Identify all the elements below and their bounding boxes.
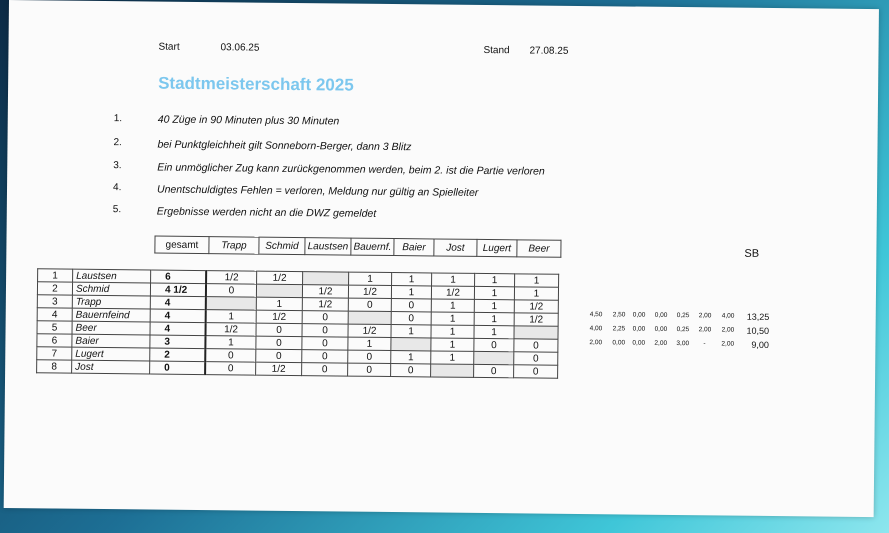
- rule-text: Unentschuldigtes Fehlen = verloren, Meldung nur gültig an Spielleiter: [156, 183, 479, 199]
- column-header: Schmid: [259, 237, 305, 254]
- result-cell: 1: [474, 286, 514, 299]
- sb-value: 4,50: [589, 311, 603, 319]
- total-cell: 4: [150, 309, 206, 323]
- result-cell: 1: [392, 273, 432, 286]
- result-cell: 0: [391, 299, 431, 312]
- result-cell: 1/2: [302, 298, 348, 311]
- stand-label: Stand: [483, 44, 510, 57]
- total-cell: 4 1/2: [150, 283, 206, 297]
- rule-number: 5.: [112, 204, 122, 216]
- result-cell: 1: [474, 325, 514, 338]
- result-cell: [514, 326, 558, 339]
- sb-value: 0,25: [676, 326, 690, 334]
- result-cell: 0: [514, 339, 558, 352]
- result-cell: 1/2: [514, 300, 558, 313]
- result-cell: 1/2: [348, 324, 391, 337]
- column-header: gesamt: [155, 236, 209, 254]
- result-cell: 1: [475, 273, 515, 286]
- result-cell: 1: [515, 274, 559, 287]
- player-name: Schmid: [72, 282, 150, 296]
- sb-value: 0,00: [632, 325, 646, 333]
- result-cell: 1: [514, 287, 558, 300]
- result-cell: 1: [256, 297, 302, 310]
- total-cell: 4: [150, 296, 206, 310]
- column-header: Laustsen: [305, 238, 351, 255]
- sb-value: 2,00: [721, 340, 735, 348]
- sb-value: 2,00: [721, 326, 735, 334]
- column-header: Lugert: [477, 239, 517, 256]
- sb-value: 2,50: [612, 311, 626, 319]
- result-cell: 1/2: [302, 285, 348, 298]
- result-cell: 1/2: [256, 362, 302, 375]
- sb-label: SB: [744, 247, 760, 260]
- player-name: Lugert: [72, 347, 150, 361]
- result-cell: 1: [474, 312, 514, 325]
- result-cell: 0: [514, 365, 558, 378]
- result-cell: 1/2: [431, 286, 474, 299]
- scanned-document: [4, 0, 879, 517]
- result-cell: 0: [302, 350, 348, 363]
- sb-value: 2,25: [612, 325, 626, 333]
- result-cell: 1: [432, 273, 475, 286]
- result-cell: 1: [391, 325, 431, 338]
- result-cell: 0: [302, 337, 348, 350]
- result-cell: [431, 364, 474, 377]
- start-label: Start: [158, 41, 180, 53]
- result-cell: 1: [431, 299, 474, 312]
- sb-value: 0,00: [612, 339, 626, 347]
- rank-cell: 5: [37, 321, 72, 334]
- sb-value: 0,00: [632, 311, 646, 319]
- column-header: Beer: [517, 240, 561, 257]
- sb-total: 9,00: [751, 339, 770, 350]
- result-cell: 1: [431, 351, 474, 364]
- result-cell: [474, 351, 514, 364]
- crosstable: [36, 268, 559, 378]
- rank-cell: 6: [37, 334, 72, 347]
- column-header: Trapp: [209, 237, 259, 255]
- sb-value: 0,00: [654, 311, 668, 319]
- result-cell: 0: [391, 364, 431, 377]
- rank-cell: 3: [37, 295, 72, 308]
- stand-date: 27.08.25: [529, 45, 569, 57]
- total-cell: 2: [150, 348, 206, 362]
- rank-cell: 4: [37, 308, 72, 321]
- start-date: 03.06.25: [220, 42, 260, 54]
- sb-value: 2,00: [698, 312, 712, 320]
- result-cell: 0: [348, 298, 391, 311]
- sb-value: 4,00: [721, 312, 735, 320]
- rule-number: 4.: [112, 182, 122, 194]
- result-cell: 0: [256, 336, 302, 349]
- result-cell: 0: [302, 363, 348, 376]
- sb-total: 10,50: [746, 325, 770, 336]
- result-cell: 0: [256, 349, 302, 362]
- result-cell: 1/2: [348, 285, 391, 298]
- rule-text: Ergebnisse werden nicht an die DWZ gemeldet: [156, 205, 377, 220]
- rule-text: 40 Züge in 90 Minuten plus 30 Minuten: [157, 113, 340, 128]
- result-cell: 1: [431, 338, 474, 351]
- rule-text: Ein unmöglicher Zug kann zurückgenommen werden, beim 2. ist die Partie verloren: [157, 161, 545, 178]
- sb-value: 0,00: [654, 325, 668, 333]
- result-cell: 0: [302, 311, 348, 324]
- rank-cell: 2: [37, 282, 72, 295]
- rule-number: 1.: [113, 113, 123, 125]
- result-cell: 0: [474, 364, 514, 377]
- total-cell: 4: [150, 322, 206, 336]
- rank-cell: 1: [38, 269, 73, 282]
- result-cell: 0: [205, 362, 256, 376]
- result-cell: 1/2: [514, 313, 558, 326]
- result-cell: 1: [391, 351, 431, 364]
- rule-text: bei Punktgleichheit gilt Sonneborn-Berger, dann 3 Blitz: [157, 138, 412, 154]
- sb-value: 2,00: [698, 326, 712, 334]
- result-cell: 1/2: [256, 310, 302, 323]
- sb-value: -: [703, 340, 706, 348]
- sb-total: 13,25: [746, 311, 770, 322]
- rule-number: 3.: [113, 160, 122, 172]
- result-cell: 1: [348, 337, 391, 350]
- result-cell: 1: [431, 325, 474, 338]
- result-cell: 0: [474, 338, 514, 351]
- player-name: Bauernfeind: [72, 308, 150, 322]
- result-cell: 1: [206, 310, 257, 324]
- player-name: Baier: [72, 334, 150, 348]
- result-cell: [348, 311, 391, 324]
- total-cell: 6: [151, 270, 207, 284]
- sb-value: 2,00: [654, 339, 668, 347]
- result-cell: 0: [514, 352, 558, 365]
- rank-cell: 7: [37, 347, 72, 360]
- result-cell: 1: [391, 286, 431, 299]
- player-name: Trapp: [72, 295, 150, 309]
- result-cell: 0: [348, 350, 391, 363]
- sb-value: 3,00: [676, 340, 690, 348]
- result-cell: 1/2: [206, 271, 257, 285]
- rank-cell: 8: [37, 360, 72, 373]
- result-cell: 0: [256, 323, 302, 336]
- player-name: Laustsen: [73, 269, 151, 283]
- result-cell: 0: [206, 284, 257, 298]
- result-cell: 1/2: [205, 323, 256, 337]
- column-header: Baier: [394, 239, 434, 256]
- result-cell: 1: [431, 312, 474, 325]
- result-cell: [303, 272, 349, 285]
- result-cell: 1: [474, 299, 514, 312]
- player-name: Beer: [72, 321, 150, 335]
- result-cell: 0: [391, 312, 431, 325]
- crosstable-header: [154, 236, 561, 258]
- result-cell: [256, 284, 302, 297]
- player-name: Jost: [72, 360, 150, 374]
- result-cell: [206, 297, 257, 311]
- result-cell: 1: [205, 336, 256, 350]
- sb-value: 0,00: [632, 339, 646, 347]
- sb-value: 0,25: [676, 312, 690, 320]
- result-cell: 0: [348, 363, 391, 376]
- result-cell: 1/2: [257, 271, 303, 284]
- document-title: Stadtmeisterschaft 2025: [158, 73, 354, 95]
- column-header: Bauernf.: [351, 238, 394, 255]
- total-cell: 0: [150, 361, 206, 375]
- result-cell: [391, 338, 431, 351]
- column-header: Jost: [434, 239, 477, 256]
- rule-number: 2.: [113, 137, 122, 149]
- result-cell: 1: [349, 272, 392, 285]
- sb-value: 2,00: [589, 339, 603, 347]
- result-cell: 0: [205, 349, 256, 363]
- sb-value: 4,00: [589, 325, 603, 333]
- total-cell: 3: [150, 335, 206, 349]
- result-cell: 0: [302, 324, 348, 337]
